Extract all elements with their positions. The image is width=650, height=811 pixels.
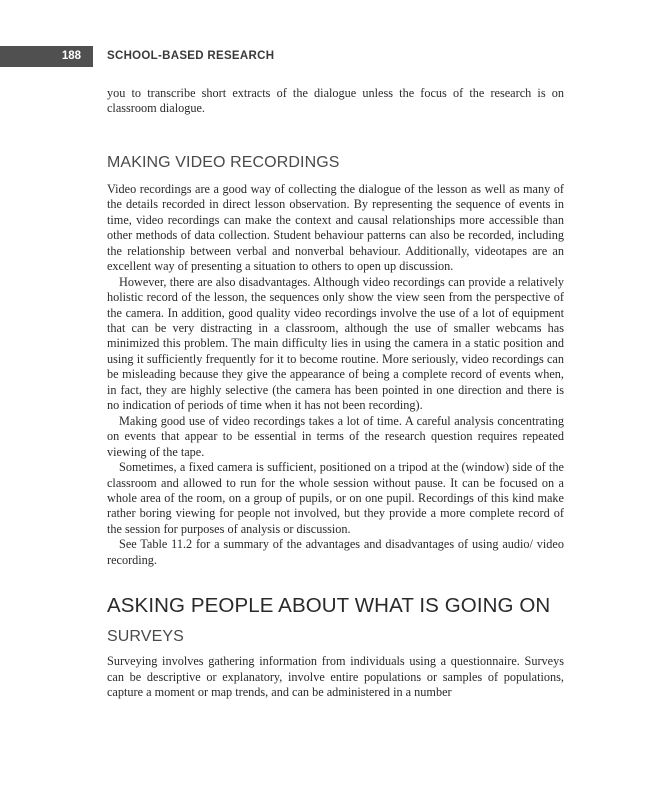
page-body <box>107 86 564 701</box>
body-paragraph: However, there are also disadvantages. Although video recordings can provide a relatively holistic record of the lesson, the sequences only show the view seen from the perspective of the camera. In addition, good quality video recordings involve the use of a lot of equipment that can be very distracting in a classroom, although the use of smaller webcams has minimized this problem. The main difficulty lies in using the camera in a static position and using it sufficiently frequently for it to become routine. More seriously, video recordings can be misleading because they give the appearance of being a complete record of events when, in fact, they are highly selective (the camera has been pointed in one direction and there is no indication of periods of time when it has not been recording). <box>107 274 564 413</box>
body-paragraph: Sometimes, a fixed camera is sufficient, positioned on a tripod at the (window) side of the classroom and allowed to run for the whole session without pause. It can be focused on a whole area of the room, on a group of pupils, or on one pupil. Recordings of this kind make rather boring viewing for people not involved, but they provide a more complete record of the session for purposes of analysis or discussion. <box>107 460 564 536</box>
page-number-box <box>0 46 93 67</box>
body-paragraph: See Table 11.2 for a summary of the advantages and disadvantages of using audio/ video recording. <box>107 537 564 567</box>
running-head: SCHOOL-BASED RESEARCH <box>107 50 275 62</box>
intro-paragraph: you to transcribe short extracts of the dialogue unless the focus of the research is on classroom dialogue. <box>107 86 564 116</box>
page-header <box>0 46 650 67</box>
body-paragraph: Surveying involves gathering information from individuals using a questionnaire. Surveys can be descriptive or explanatory, involve entire populations or samples of populations, capture a moment or map trends, and can be administered in a number <box>107 654 564 700</box>
page-number: 188 <box>61 50 81 62</box>
section-surveys-body <box>107 654 564 700</box>
body-paragraph: Video recordings are a good way of collecting the dialogue of the lesson as well as many of the details recorded in direct lesson observation. By representing the sequence of events in time, video recordings can make the context and causal relationships more accessible than other methods of data collection. Student behaviour patterns can also be recorded, including the relationship between verbal and nonverbal behaviour. Additionally, videotapes are an excellent way of presenting a situation to others to open up discussion. <box>107 181 564 274</box>
section-video-body <box>107 182 564 568</box>
body-paragraph: Making good use of video recordings takes a lot of time. A careful analysis concentrating on events that appear to be essential in terms of the research question requires repeated viewing of the tape. <box>107 413 564 459</box>
section-heading-surveys: SURVEYS <box>107 628 184 646</box>
chapter-heading: ASKING PEOPLE ABOUT WHAT IS GOING ON <box>107 594 551 618</box>
section-heading-video: MAKING VIDEO RECORDINGS <box>107 153 340 171</box>
